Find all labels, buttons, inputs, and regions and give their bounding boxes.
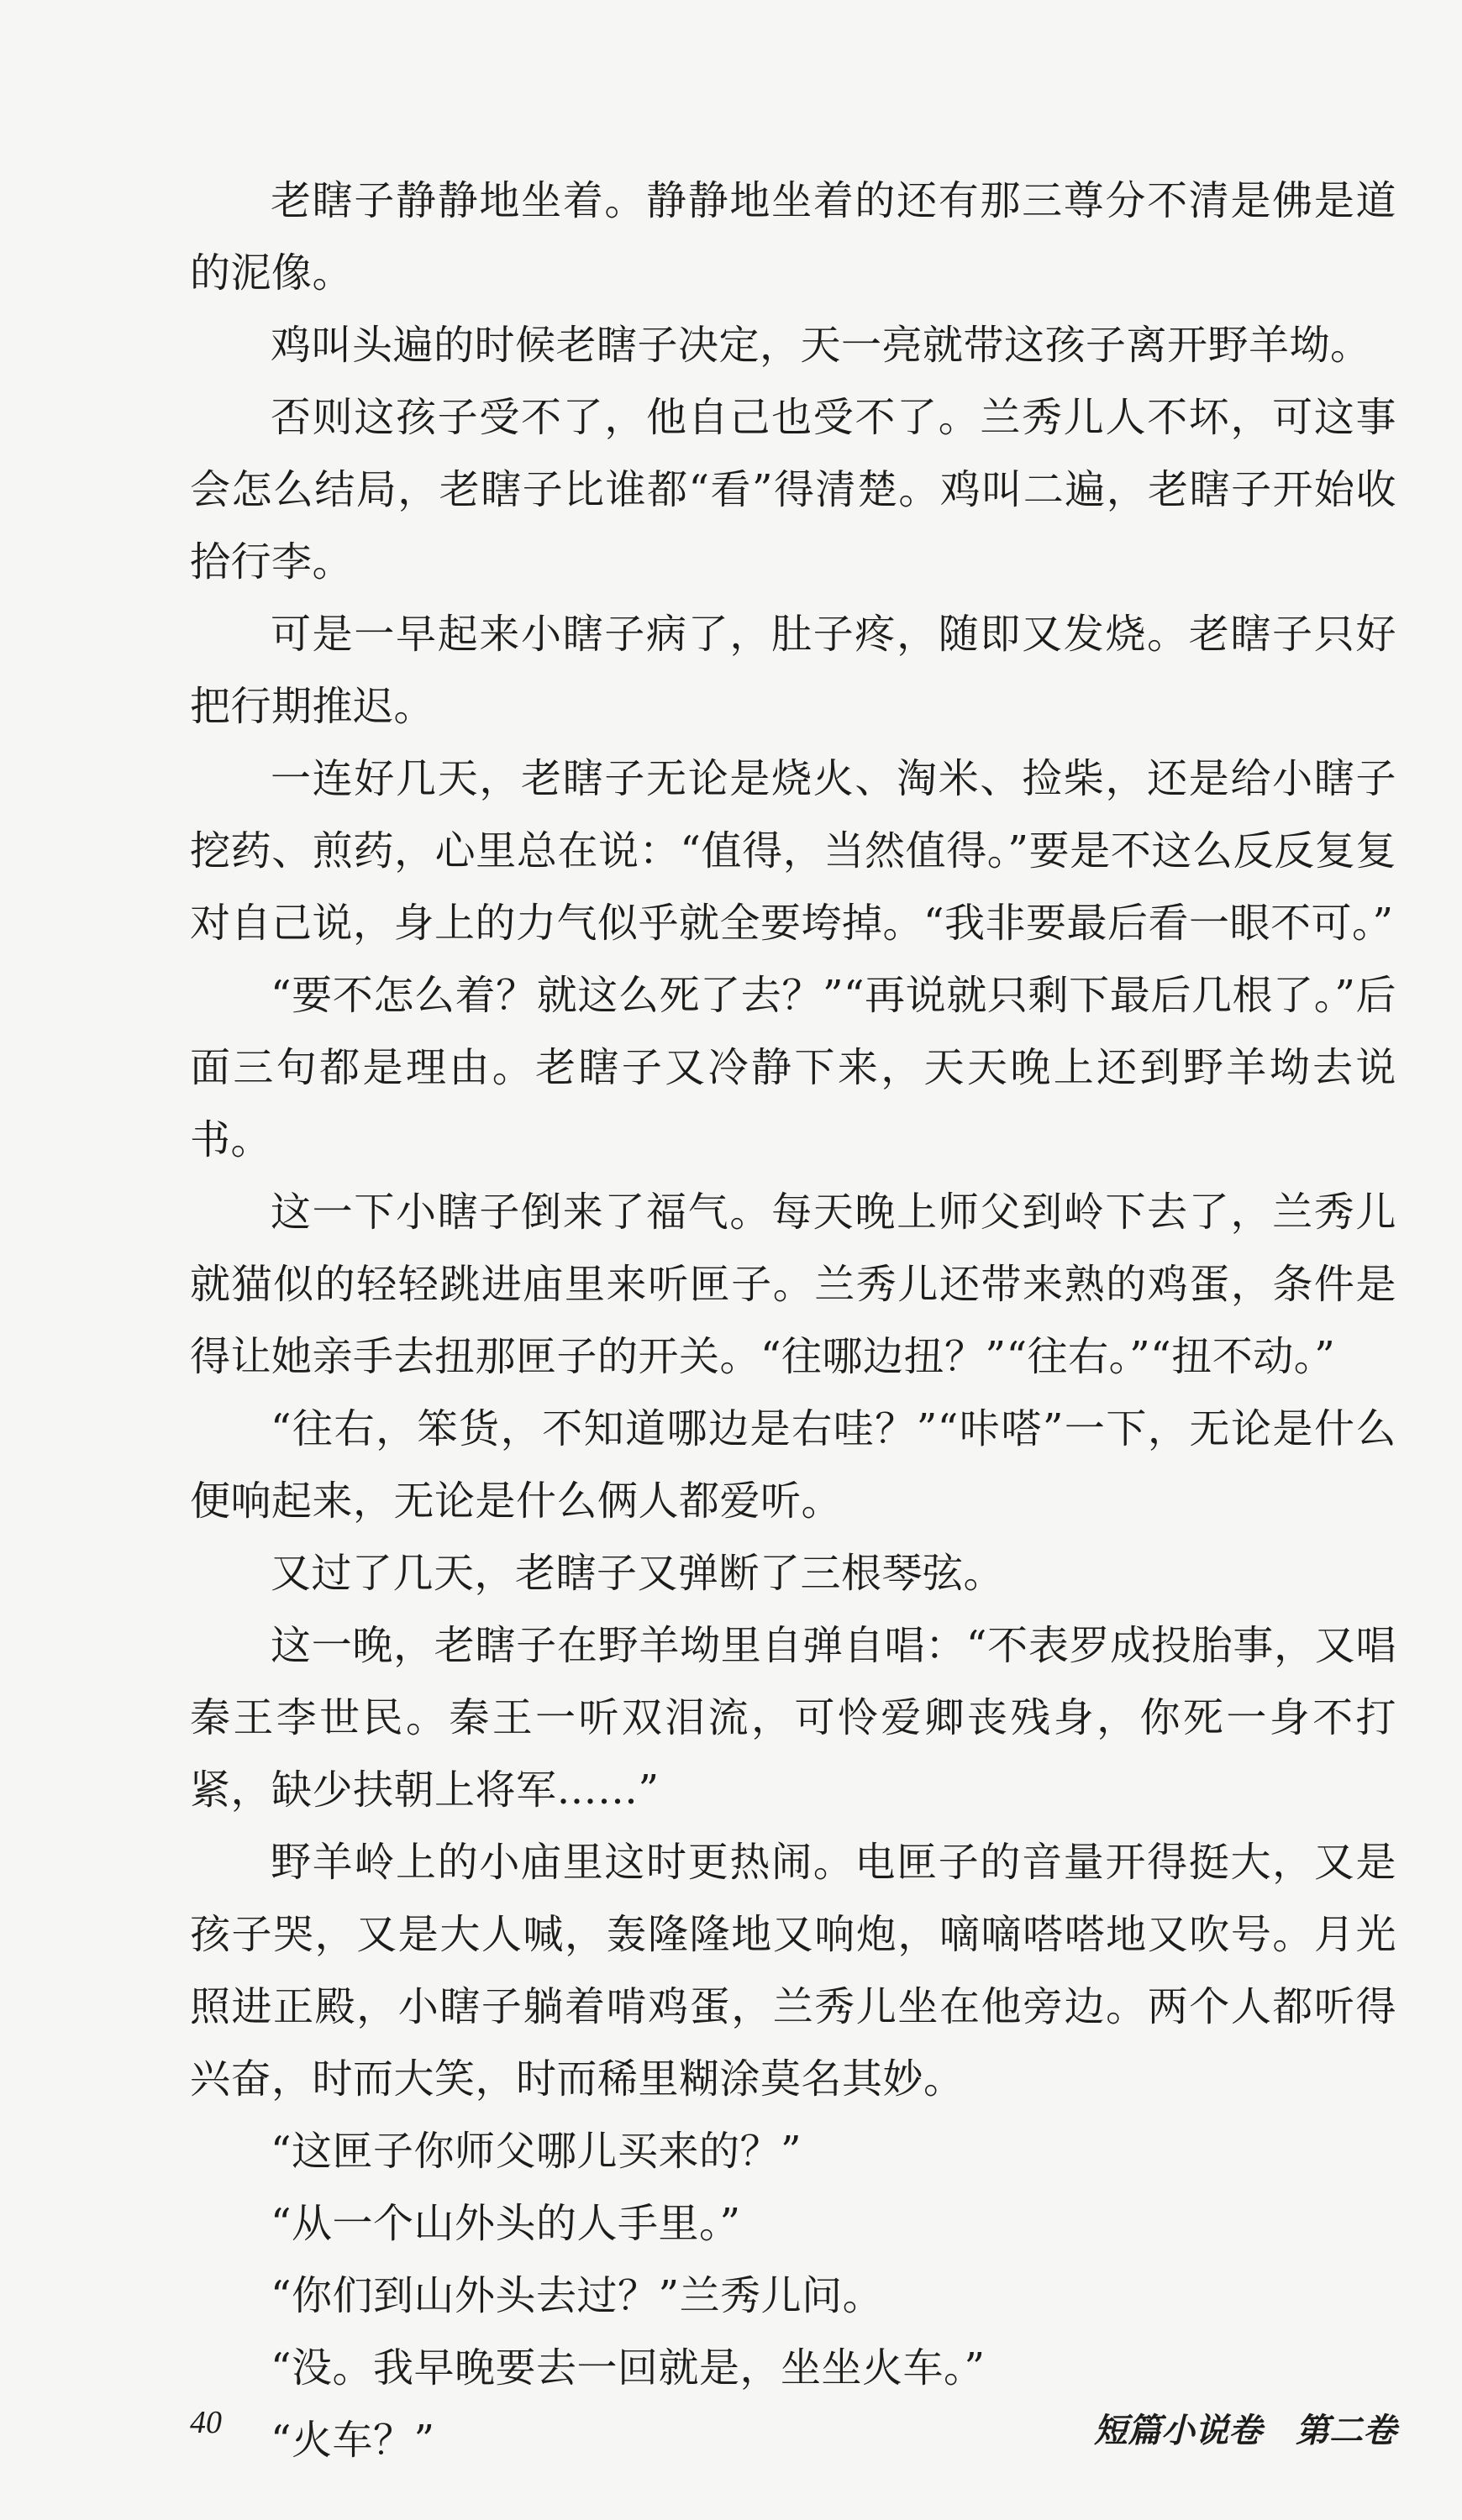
paragraph: 野羊岭上的小庙里这时更热闹。电匣子的音量开得挺大，又是孩子哭，又是大人喊，轰隆隆地又响炮，嘀嘀嗒嗒地又吹号。月光照进正殿，小瞎子躺着啃鸡蛋，兰秀儿坐在他旁边。两个人都听得兴奋，时而大笑，时而稀里糊涂莫名其妙。 — [190, 1839, 1396, 2103]
paragraph: “从一个山外头的人手里。” — [271, 2200, 741, 2247]
paragraph: 鸡叫头遍的时候老瞎子决定，天一亮就带这孩子离开野羊坳。 — [271, 322, 1371, 369]
running-title: 短篇小说卷 第二卷 — [1094, 2412, 1396, 2450]
paragraph: “你们到山外头去过？”兰秀儿问。 — [271, 2272, 884, 2319]
paragraph: “火车？” — [271, 2417, 435, 2464]
page-body — [190, 165, 1396, 2476]
paragraph: “没。我早晚要去一回就是，坐坐火车。” — [271, 2344, 986, 2391]
paragraph: “要不怎么着？就这么死了去？”“再说就只剩下最后几根了。”后面三句都是理由。老瞎子又冷静下来，天天晚上还到野羊坳去说书。 — [190, 972, 1396, 1163]
paragraph: “往右，笨货，不知道哪边是右哇？”“咔嗒”一下，无论是什么便响起来，无论是什么俩人都爱听。 — [190, 1405, 1396, 1525]
paragraph: 否则这孩子受不了，他自己也受不了。兰秀儿人不坏，可这事会怎么结局，老瞎子比谁都“看”得清楚。鸡叫二遍，老瞎子开始收拾行李。 — [190, 394, 1396, 585]
paragraph: “这匣子你师父哪儿买来的？” — [271, 2128, 802, 2175]
paragraph: 这一晚，老瞎子在野羊坳里自弹自唱：“不表罗成投胎事，又唱秦王李世民。秦王一听双泪流，可怜爱卿丧残身，你死一身不打紧，缺少扶朝上将军……” — [190, 1622, 1396, 1814]
paragraph: 这一下小瞎子倒来了福气。每天晚上师父到岭下去了，兰秀儿就猫似的轻轻跳进庙里来听匣子。兰秀儿还带来熟的鸡蛋，条件是得让她亲手去扭那匣子的开关。“往哪边扭？”“往右。”“扭不动。” — [190, 1189, 1396, 1380]
page-footer — [190, 2404, 1396, 2454]
paragraph: 可是一早起来小瞎子病了，肚子疼，随即又发烧。老瞎子只好把行期推迟。 — [190, 611, 1396, 730]
paragraph: 一连好几天，老瞎子无论是烧火、淘米、捡柴，还是给小瞎子挖药、煎药，心里总在说：“值得，当然值得。”要是不这么反反复复对自己说，身上的力气似乎就全要垮掉。“我非要最后看一眼不可。” — [190, 755, 1396, 947]
paragraph: 老瞎子静静地坐着。静静地坐着的还有那三尊分不清是佛是道的泥像。 — [190, 177, 1396, 297]
paragraph: 又过了几天，老瞎子又弹断了三根琴弦。 — [271, 1550, 1005, 1597]
page-number: 40 — [190, 2405, 222, 2440]
